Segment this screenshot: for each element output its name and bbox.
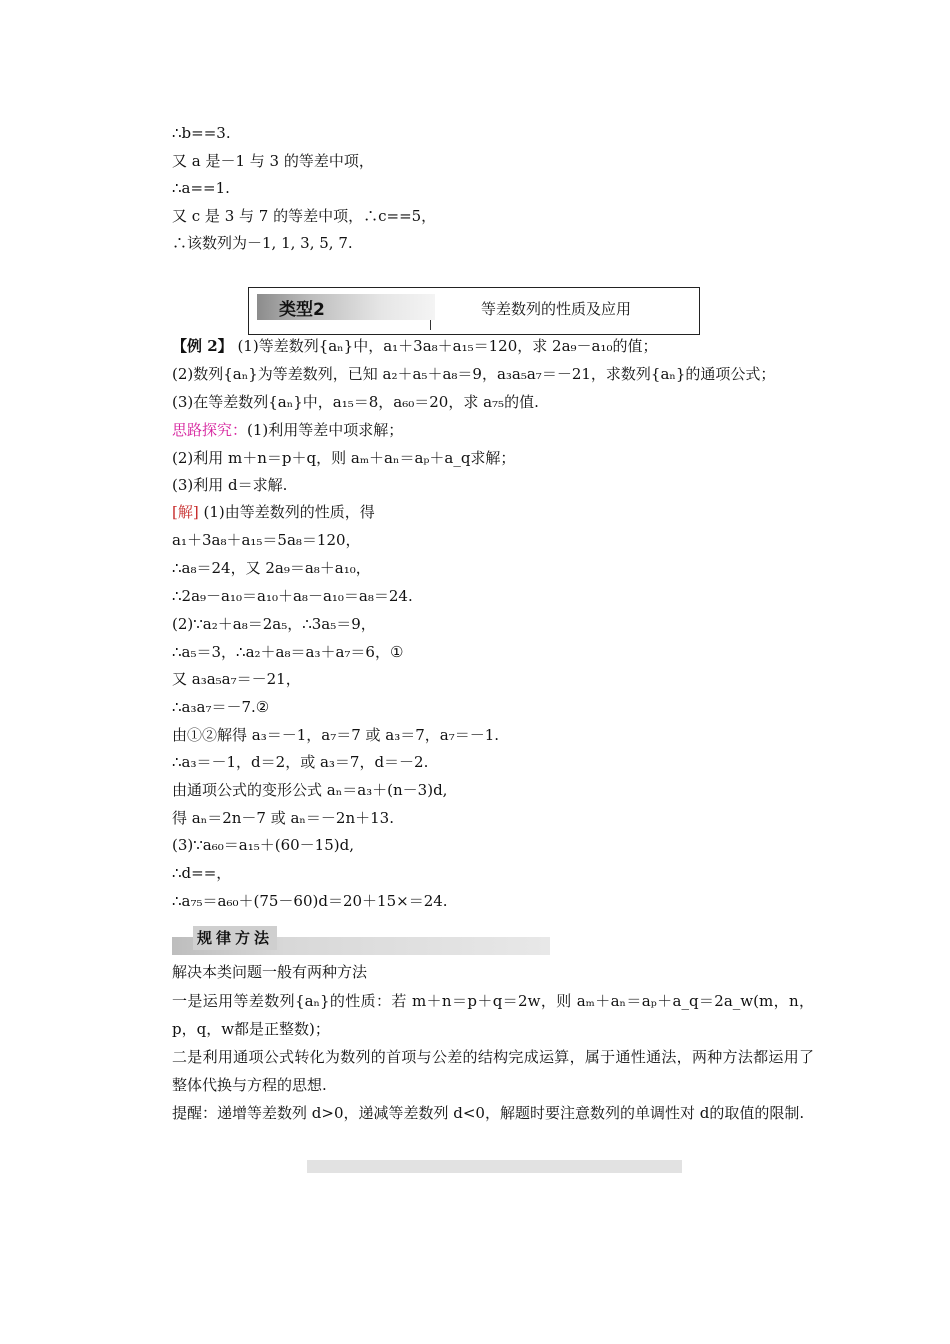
section-title: 等差数列的性质及应用 [481, 300, 632, 318]
text-line: ∴该数列为－1, 1, 3, 5, 7. [172, 234, 353, 252]
solution-s1: (1)由等差数列的性质，得 [198, 503, 375, 521]
solution-line: ∴a₅＝3，∴a₂＋a₈＝a₃＋a₇＝6，① [172, 643, 404, 661]
example-q1-text: (1)等差数列{aₙ}中，a₁＋3a₈＋a₁₅＝120，求 2a₉－a₁₀的值； [232, 337, 658, 355]
method-p3-text: 提醒：递增等差数列 d>0，递减等差数列 d<0，解题时要注意数列的单调性对 d的取值的限制. [172, 1104, 805, 1122]
section-tag-label: 类型2 [279, 300, 325, 320]
text-line: 又 a 是－1 与 3 的等差中项， [172, 152, 374, 170]
text-line: 又 c 是 3 与 7 的等差中项，∴c==5， [172, 207, 437, 225]
thinking-t1: (1)利用等差中项求解； [247, 421, 404, 439]
solution-line: ∴2a₉－a₁₀＝a₁₀＋a₈－a₁₀＝a₈＝24. [172, 587, 413, 605]
solution-line: (3)∵a₆₀＝a₁₅＋(60－15)d, [172, 836, 354, 854]
solution-line-1 [172, 502, 375, 522]
solution-line: a₁＋3a₈＋a₁₅＝5a₈＝120， [172, 531, 361, 549]
solution-label: [解] [172, 503, 199, 521]
method-paragraph-2 [172, 1043, 814, 1099]
example-question-1 [172, 336, 658, 356]
thinking-line-2: (2)利用 m＋n＝p＋q，则 aₘ＋aₙ＝aₚ＋a_q求解； [172, 449, 516, 467]
example-question-3: (3)在等差数列{aₙ}中，a₁₅＝8，a₆₀＝20，求 a₇₅的值. [172, 393, 539, 411]
method-paragraph-1 [172, 987, 814, 1043]
section-tag [257, 294, 435, 320]
text-line: ∴b==3. [172, 124, 231, 142]
thinking-line-3: (3)利用 d＝求解. [172, 476, 288, 494]
solution-line: 由①②解得 a₃＝－1，a₇＝7 或 a₃＝7，a₇＝－1. [172, 726, 500, 744]
solution-line: 得 aₙ＝2n－7 或 aₙ＝－2n＋13. [172, 809, 394, 827]
section-divider [430, 320, 431, 330]
method-p2-text: 二是利用通项公式转化为数列的首项与公差的结构完成运算，属于通性通法，两种方法都运用了整体代换与方程的思想. [172, 1048, 814, 1094]
thinking-label: 思路探究： [172, 421, 248, 439]
bottom-divider [307, 1160, 682, 1173]
text-line: ∴a==1. [172, 179, 230, 197]
solution-line: ∴a₈＝24，又 2a₉＝a₈＋a₁₀， [172, 559, 371, 577]
solution-line: 由通项公式的变形公式 aₙ＝a₃＋(n－3)d, [172, 781, 448, 799]
method-intro: 解决本类问题一般有两种方法 [172, 963, 368, 981]
solution-line: 又 a₃a₅a₇＝－21， [172, 670, 301, 688]
section-header-box [248, 287, 700, 335]
solution-line: (2)∵a₂＋a₈＝2a₅，∴3a₅＝9， [172, 615, 376, 633]
method-paragraph-3 [172, 1099, 814, 1127]
solution-line: ∴a₃＝－1，d＝2，或 a₃＝7，d＝－2. [172, 753, 429, 771]
thinking-line-1 [172, 420, 403, 440]
solution-line: ∴a₃a₇＝－7.② [172, 698, 270, 716]
method-label: 规律方法 [193, 926, 277, 950]
solution-line: ∴a₇₅＝a₆₀＋(75－60)d＝20＋15×＝24. [172, 892, 448, 910]
example-question-2: (2)数列{aₙ}为等差数列，已知 a₂＋a₅＋a₈＝9，a₃a₅a₇＝－21，求数列{aₙ}的通项公式； [172, 365, 776, 383]
solution-line: ∴d==， [172, 864, 232, 882]
example-label: 【例 2】 [172, 337, 233, 355]
method-p1-text: 一是运用等差数列{aₙ}的性质：若 m＋n＝p＋q＝2w，则 aₘ＋aₙ＝aₚ＋a_q＝2a_w(m，n，p，q，w都是正整数)； [172, 992, 814, 1038]
